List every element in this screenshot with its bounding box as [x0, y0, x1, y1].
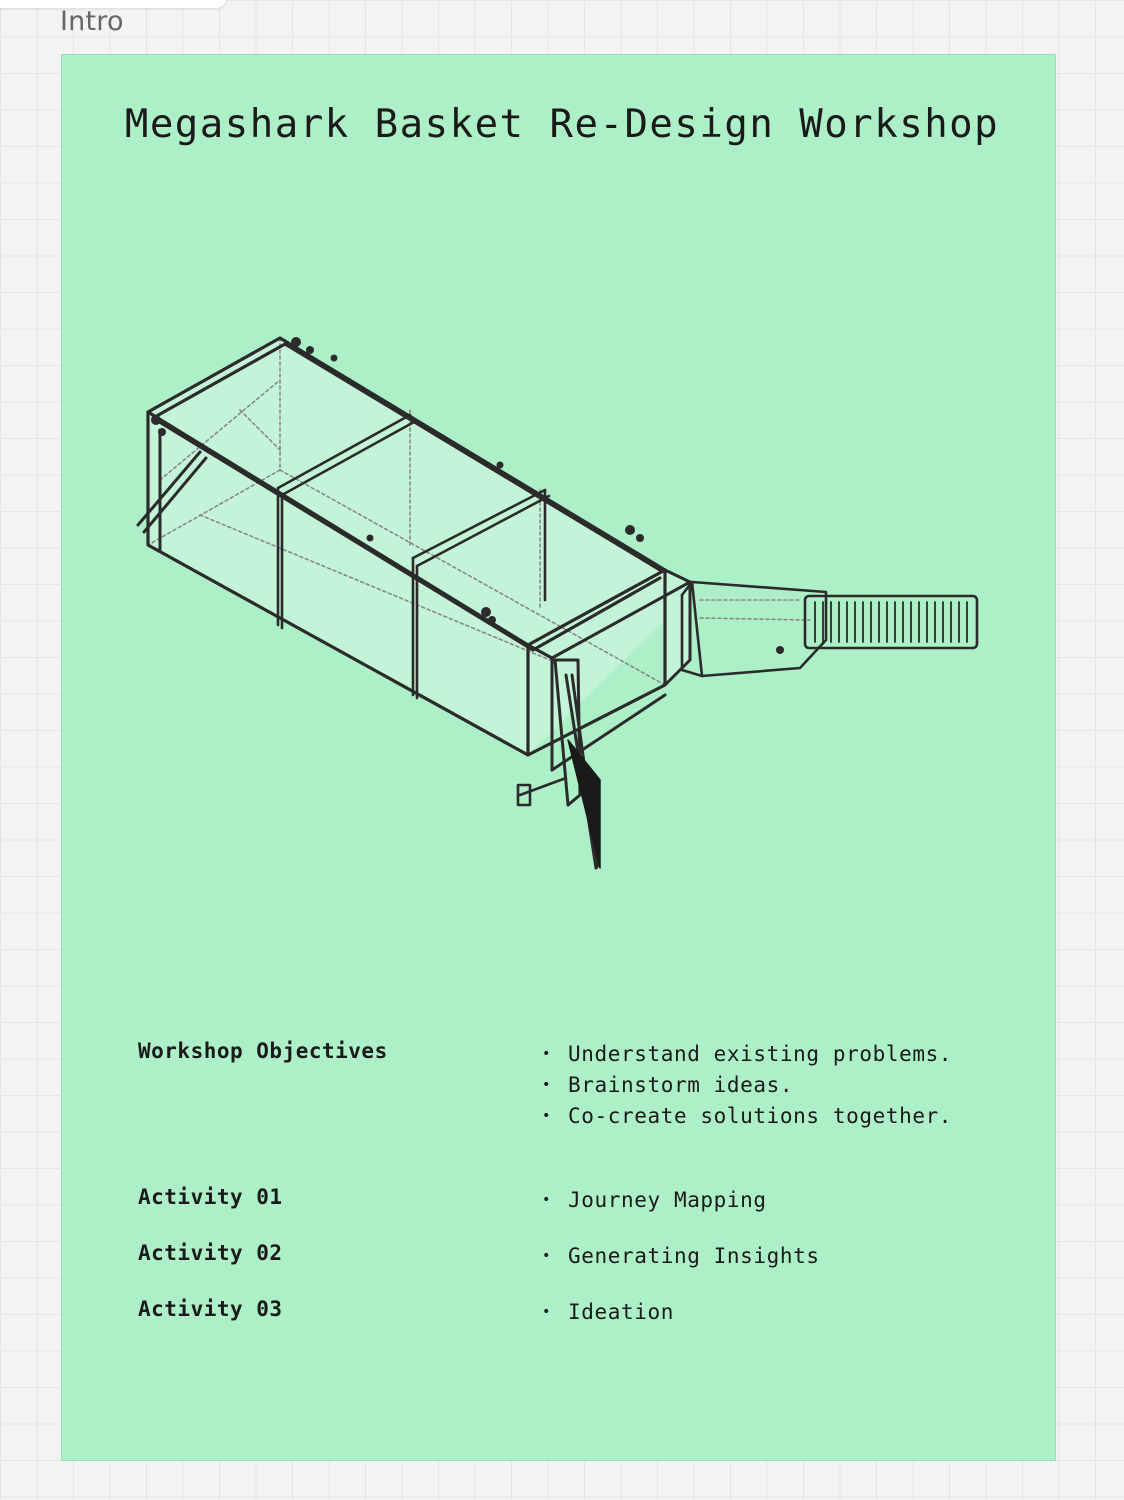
activity-03-label: Activity 03	[138, 1297, 283, 1321]
activity-01-list	[542, 1185, 767, 1216]
activity-02-label: Activity 02	[138, 1241, 283, 1265]
workshop-title: Megashark Basket Re-Design Workshop	[124, 102, 1000, 147]
activity-03-value: • Ideation	[542, 1297, 674, 1328]
frame-label[interactable]: Intro	[60, 6, 124, 37]
activity-03-list	[542, 1297, 674, 1328]
objectives-list	[542, 1039, 952, 1132]
objective-item: • Understand existing problems.	[542, 1039, 952, 1070]
workshop-objectives-label: Workshop Objectives	[138, 1039, 388, 1063]
objective-item: • Co-create solutions together.	[542, 1101, 952, 1132]
activity-01-label: Activity 01	[138, 1185, 283, 1209]
activity-02-value: • Generating Insights	[542, 1241, 820, 1272]
basket-technical-drawing-icon	[120, 300, 1000, 890]
activity-02-list	[542, 1241, 820, 1272]
objective-item: • Brainstorm ideas.	[542, 1070, 952, 1101]
activity-01-value: • Journey Mapping	[542, 1185, 767, 1216]
